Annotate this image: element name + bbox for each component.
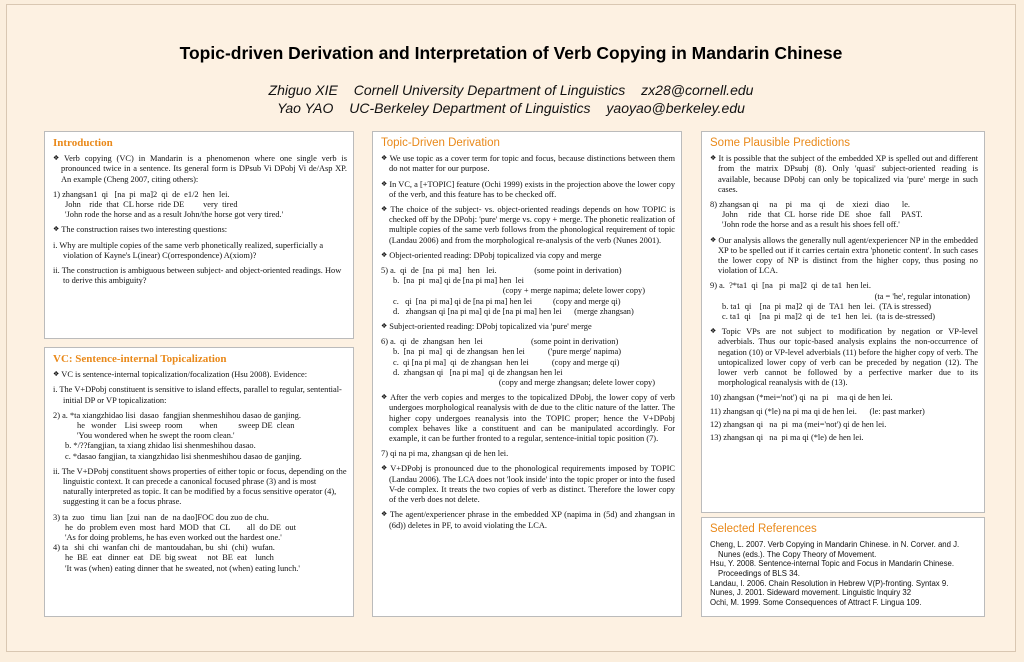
poster <box>6 4 1016 652</box>
example-line: c. ta1 qi [na pi ma]2 qi de te1 hen lei. (ta is de-stressed) <box>722 312 936 322</box>
example-line: b. ta1 qi [na pi ma]2 qi de TA1 hen lei. (TA is stressed) <box>722 301 931 311</box>
author-row <box>7 99 1015 117</box>
reference-item: Cheng, L. 2007. Verb Copying in Mandarin Chinese. in N. Corver. and J. Nunes (eds.). The Copy Theory of Movement. <box>710 540 960 559</box>
example-line: b. */??fangjian, ta xiang zhidao lisi shenmeshihou dasao. <box>65 441 256 451</box>
author-row <box>7 81 1015 99</box>
author-name: Zhiguo XIE <box>268 82 338 98</box>
reference-item: Hsu, Y. 2008. Sentence-internal Topic and Focus in Mandarin Chinese. Proceedings of BLS 34. <box>710 559 955 578</box>
example-note: (copy + merge napima; delete lower copy) <box>502 286 645 296</box>
evidence-item: i. The V+DPobj constituent is sensitive to island effects, parallel to regular, sentential-initial DP or VP topicalization: <box>53 385 342 405</box>
question-item: ii. The construction is ambiguous between subject- and object-oriented readings. How to derive this ambiguity? <box>53 266 342 286</box>
paragraph: ❖ In VC, a [+TOPIC] feature (Ochi 1999) exists in the projection above the lower copy of the verb, and this feature has to be checked off. <box>381 180 675 200</box>
reference-item: Nunes, J. 2001. Sideward movement. Linguistic Inquiry 32 <box>710 588 912 598</box>
example-translation: 'As for doing problems, he has even worked out the hardest one.' <box>65 533 282 543</box>
author-email: zx28@cornell.edu <box>641 82 754 98</box>
example-gloss: he BE eat dinner eat DE big sweat not BE eat lunch <box>65 553 274 563</box>
example-gloss: John ride that CL horse ride DE shoe fall PAST. <box>722 210 923 220</box>
author-affiliation: UC-Berkeley Department of Linguistics <box>349 100 591 116</box>
reference-item: Landau, I. 2006. Chain Resolution in Hebrew V(P)-fronting. Syntax 9. <box>710 578 949 588</box>
example <box>53 190 347 221</box>
example-line: 10) zhangsan (*mei='not') qi na pi ma qi de hen lei. <box>710 393 893 403</box>
example-line: c. qi [na pi ma] qi de zhangsan hen lei (copy and merge qi) <box>393 357 620 367</box>
section-heading: VC: Sentence-internal Topicalization <box>53 353 227 365</box>
paragraph: ❖ Topic VPs are not subject to modification by negation or VP-level adverbials. Thus our topic-based analysis explains the non-occurrence of negation (10) or VP-level adverbials (11) before the higher copy of verb. The untopicalized lower copy of verb can be preceded by negation (12). The lower verb cannot be followed by a perfective marker due to its morphological reanalysis with de (13). <box>710 327 978 388</box>
example <box>53 513 347 574</box>
paragraph: ❖ Object-oriented reading: DPobj topicalized via copy and merge <box>381 251 675 261</box>
example-note: (copy and merge zhangsan; delete lower copy) <box>498 378 655 388</box>
author-affiliation: Cornell University Department of Linguistics <box>353 82 626 98</box>
paragraph: ❖ V+DPobj is pronounced due to the phonological requirements imposed by TOPIC (Landau 2006). The LCA does not 'look inside' into the topic proper or into the fused V-de complex. It treats the two copies of verb as distinct. Therefore the lower copy of the verb does not delete. <box>381 464 675 505</box>
paragraph: ❖ Verb copying (VC) in Mandarin is a phenomenon where one single verb is pronounced twice in a sentence. Its general form is DPsub Vi DPobj Vi de/Asp XP. An example (Cheng 2007, citing others): <box>53 154 347 185</box>
derivation-panel <box>372 131 682 617</box>
example <box>53 411 347 462</box>
example-gloss: he do problem even most hard MOD that CL all do DE out <box>65 522 296 532</box>
example-line: 5) a. qi de [na pi ma] hen lei. (some point in derivation) <box>381 266 622 276</box>
vc-panel <box>44 347 354 617</box>
example-line: b. [na pi ma] qi de [na pi ma] hen lei <box>393 276 524 286</box>
example-line: 11) zhangsan qi (*le) na pi ma qi de hen lei. (le: past marker) <box>710 406 925 416</box>
example-line: 9) a. ?*ta1 qi [na pi ma]2 qi de ta1 hen lei. <box>710 281 871 291</box>
example-line: d. zhangsan qi [na pi ma] qi de [na pi ma] hen lei (merge zhangsan) <box>393 306 634 316</box>
example-gloss: he wonder Lisi sweep room when sweep DE clean <box>77 421 295 431</box>
paragraph: ❖ VC is sentence-internal topicalization/focalization (Hsu 2008). Evidence: <box>53 370 347 380</box>
example-line: 1) zhangsan1 qi [na pi ma]2 qi de e1/2 hen lei. <box>53 189 230 199</box>
predictions-panel <box>701 131 985 513</box>
introduction-panel <box>44 131 354 339</box>
question-item: i. Why are multiple copies of the same verb phonetically realized, superficially a violation of Kayne's L(inear) C(orrespondence) A(xiom)? <box>53 240 324 260</box>
example-line: d. zhangsan qi [na pi ma] qi de zhangsan hen lei <box>393 367 563 377</box>
paragraph: ❖ Our analysis allows the generally null agent/experiencer NP in the embedded XP to be spelled out if it carries certain extra 'phonetic content'. In such cases the lower copy of NP is distinct from the higher copy, thus posing no violation of LCA. <box>710 236 978 277</box>
evidence-item: ii. The V+DPobj constituent shows properties of either topic or focus, depending on the linguistic context. It can precede a canonical focused phrase (3) and is most naturally interpreted as topic. It can be modified by a focus sensitive operator (4), suggesting it can be a focus phrase. <box>53 466 347 507</box>
example-gloss: John ride that CL horse ride DE very tired <box>65 200 238 210</box>
example-translation: 'You wondered when he swept the room clean.' <box>77 431 235 441</box>
example-note: (ta = 'he', regular intonation) <box>874 291 970 301</box>
references-panel <box>701 517 985 617</box>
section-heading: Some Plausible Predictions <box>710 137 850 149</box>
example-line: b. [na pi ma] qi de zhangsan hen lei ('pure merge' napima) <box>393 347 621 357</box>
section-heading: Selected References <box>710 523 817 535</box>
paragraph: ❖ Subject-oriented reading: DPobj topicalized via 'pure' merge <box>381 322 675 332</box>
example-translation: 'John rode the horse and as a result his shoes fell off.' <box>722 220 900 230</box>
paragraph: ❖ The choice of the subject- vs. object-oriented readings depends on how TOPIC is checked off by the DPobj: 'pure' merge vs. copy + merge. The phonetic realization of multiple copies of the same verb follows from the phonological requirement of topic (Landau 2006) and from the morphological re-analysis of the verb (Nunes 2001). <box>381 205 675 246</box>
example-translation: 'It was (when) eating dinner that he sweated, not (when) eating lunch.' <box>65 563 300 573</box>
example <box>381 337 675 388</box>
example-line: c. *dasao fangjian, ta xiangzhidao lisi shenmeshihou dasao de ganjing. <box>65 451 302 461</box>
example-line: 13) zhangsan qi na pi ma qi (*le) de hen lei. <box>710 433 864 443</box>
section-heading: Introduction <box>53 137 113 149</box>
example <box>710 200 978 231</box>
paragraph: ❖ It is possible that the subject of the embedded XP is spelled out and different from the matrix DPsubj (8). Only 'quasi' subject-oriented reading is available, because DPobj can only be topicalized via 'pure' merge in such cases. <box>710 154 978 195</box>
example-line: 12) zhangsan qi na pi ma (mei='not') qi de hen lei. <box>710 419 887 429</box>
author-name: Yao YAO <box>277 100 334 116</box>
example-line: 2) a. *ta xiangzhidao lisi dasao fangjian shenmeshihou dasao de ganjing. <box>53 410 301 420</box>
example-line: c. qi [na pi ma] qi de [na pi ma] hen lei (copy and merge qi) <box>393 296 621 306</box>
author-email: yaoyao@berkeley.edu <box>606 100 745 116</box>
paragraph: ❖ The construction raises two interesting questions: <box>53 225 347 235</box>
author-block <box>7 81 1015 117</box>
example-line: 6) a. qi de zhangsan hen lei (some point in derivation) <box>381 337 619 347</box>
example-line: 8) zhangsan qi na pi ma qi de xiezi diao le. <box>710 200 911 210</box>
example <box>710 281 978 322</box>
poster-title: Topic-driven Derivation and Interpretation of Verb Copying in Mandarin Chinese <box>179 43 843 63</box>
reference-item: Ochi, M. 1999. Some Consequences of Attract F. Lingua 109. <box>710 597 922 607</box>
example-translation: 'John rode the horse and as a result John/the horse got very tired.' <box>65 210 284 220</box>
example-line: 4) ta shi chi wanfan chi de mantoudahan, bu shi (chi) wufan. <box>53 543 275 553</box>
paragraph: ❖ After the verb copies and merges to the topicalized DPobj, the lower copy of verb undergoes morphological reanalysis with de due to the clitic nature of the latter. The higher copy undergoes reanalysis into the TOPIC proper; hence the V+DPobj complex behaves like a constituent and can be manipulated accordingly. For example, it can be further fronted to a regular, sentence-initial topic position (7). <box>381 393 675 444</box>
example <box>381 266 675 317</box>
paragraph: ❖ We use topic as a cover term for topic and focus, because distinctions between them do not matter for our purpose. <box>381 154 675 174</box>
paragraph: ❖ The agent/experiencer phrase in the embedded XP (napima in (5d) and zhangsan in (6d)) deletes in PF, to avoid violating the LCA. <box>381 510 675 530</box>
section-heading: Topic-Driven Derivation <box>381 137 500 149</box>
example-line: 7) qi na pi ma, zhangsan qi de hen lei. <box>381 449 509 459</box>
example-line: 3) ta zuo timu lian [zui nan de na dao]FOC dou zuo de chu. <box>53 512 269 522</box>
